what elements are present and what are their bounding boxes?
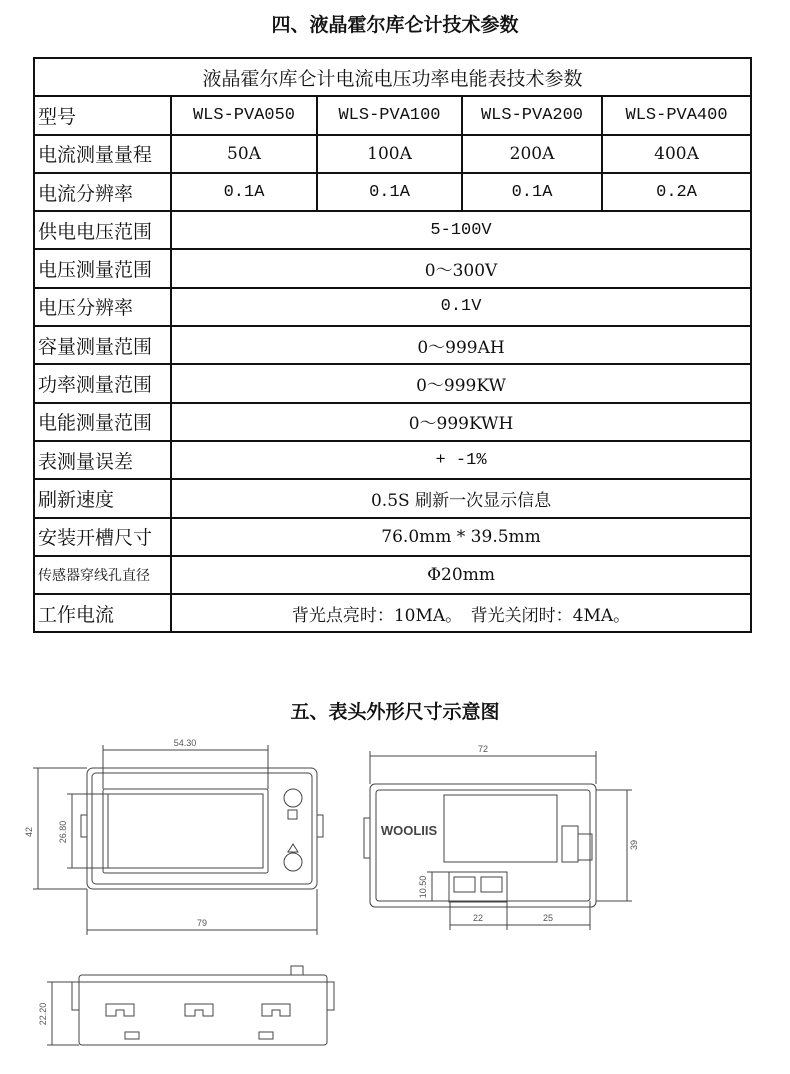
dim-front-height: 42 [24,826,34,838]
dim-rear-width: 72 [477,744,489,754]
row-label: 工作电流 [34,594,171,632]
table-row [34,288,751,326]
row-label: 电压分辨率 [34,288,171,326]
table-row [34,594,751,632]
current-res-cell: 0.2A [602,173,751,211]
row-label: 容量测量范围 [34,326,171,364]
table-row [34,173,751,211]
dim-terminal-height: 10.50 [418,875,428,899]
side-view [47,966,334,1045]
row-value: Φ20mm [171,556,751,594]
table-row [34,364,751,402]
dimension-drawing [0,725,790,1074]
dim-rear-b: 25 [542,913,554,923]
dim-rear-a: 22 [472,913,484,923]
current-range-label: 电流测量量程 [34,135,171,173]
table-row [34,403,751,441]
table-row [34,556,751,594]
row-label: 安装开槽尺寸 [34,518,171,556]
row-value: 0～999KW [171,364,751,402]
table-row [34,249,751,287]
table-row [34,326,751,364]
model-cell: WLS-PVA100 [317,96,462,134]
table-row [34,479,751,517]
table-title: 液晶霍尔库仑计电流电压功率电能表技术参数 [34,58,751,96]
current-res-cell: 0.1A [462,173,602,211]
table-row [34,441,751,479]
table-row [34,96,751,134]
spec-table [33,57,752,633]
dim-side-depth: 22.20 [38,1002,48,1026]
row-value: 76.0mm * 39.5mm [171,518,751,556]
rear-view [364,751,632,930]
model-label: 型号 [34,96,171,134]
table-row [34,135,751,173]
row-label: 电压测量范围 [34,249,171,287]
table-row [34,211,751,249]
dim-rear-height: 39 [629,839,639,851]
table-row [34,518,751,556]
model-cell: WLS-PVA400 [602,96,751,134]
row-value: + -1% [171,441,751,479]
dim-front-total-width: 79 [196,918,208,928]
row-value: 0～999AH [171,326,751,364]
current-range-cell: 400A [602,135,751,173]
row-value: 5-100V [171,211,751,249]
row-label: 电能测量范围 [34,403,171,441]
row-label: 功率测量范围 [34,364,171,402]
current-range-cell: 100A [317,135,462,173]
dim-display-height: 26.80 [58,820,68,844]
section5-title: 五、表头外形尺寸示意图 [290,701,500,723]
row-label: 表测量误差 [34,441,171,479]
model-cell: WLS-PVA050 [171,96,317,134]
brand-logo: WOOLIIS [380,823,438,838]
current-res-cell: 0.1A [171,173,317,211]
dim-front-width: 54.30 [173,738,197,748]
current-res-label: 电流分辨率 [34,173,171,211]
table-title-row [34,58,751,96]
row-label: 刷新速度 [34,479,171,517]
current-range-cell: 50A [171,135,317,173]
row-label: 供电电压范围 [34,211,171,249]
row-label: 传感器穿线孔直径 [34,556,171,594]
current-range-cell: 200A [462,135,602,173]
model-cell: WLS-PVA200 [462,96,602,134]
current-res-cell: 0.1A [317,173,462,211]
row-value: 0.5S 刷新一次显示信息 [171,479,751,517]
row-value: 0～999KWH [171,403,751,441]
row-value: 0.1V [171,288,751,326]
section4-title: 四、液晶霍尔库仑计技术参数 [271,14,519,36]
row-value: 背光点亮时：10MA。 背光关闭时：4MA。 [171,594,751,632]
front-view [33,745,323,935]
row-value: 0～300V [171,249,751,287]
